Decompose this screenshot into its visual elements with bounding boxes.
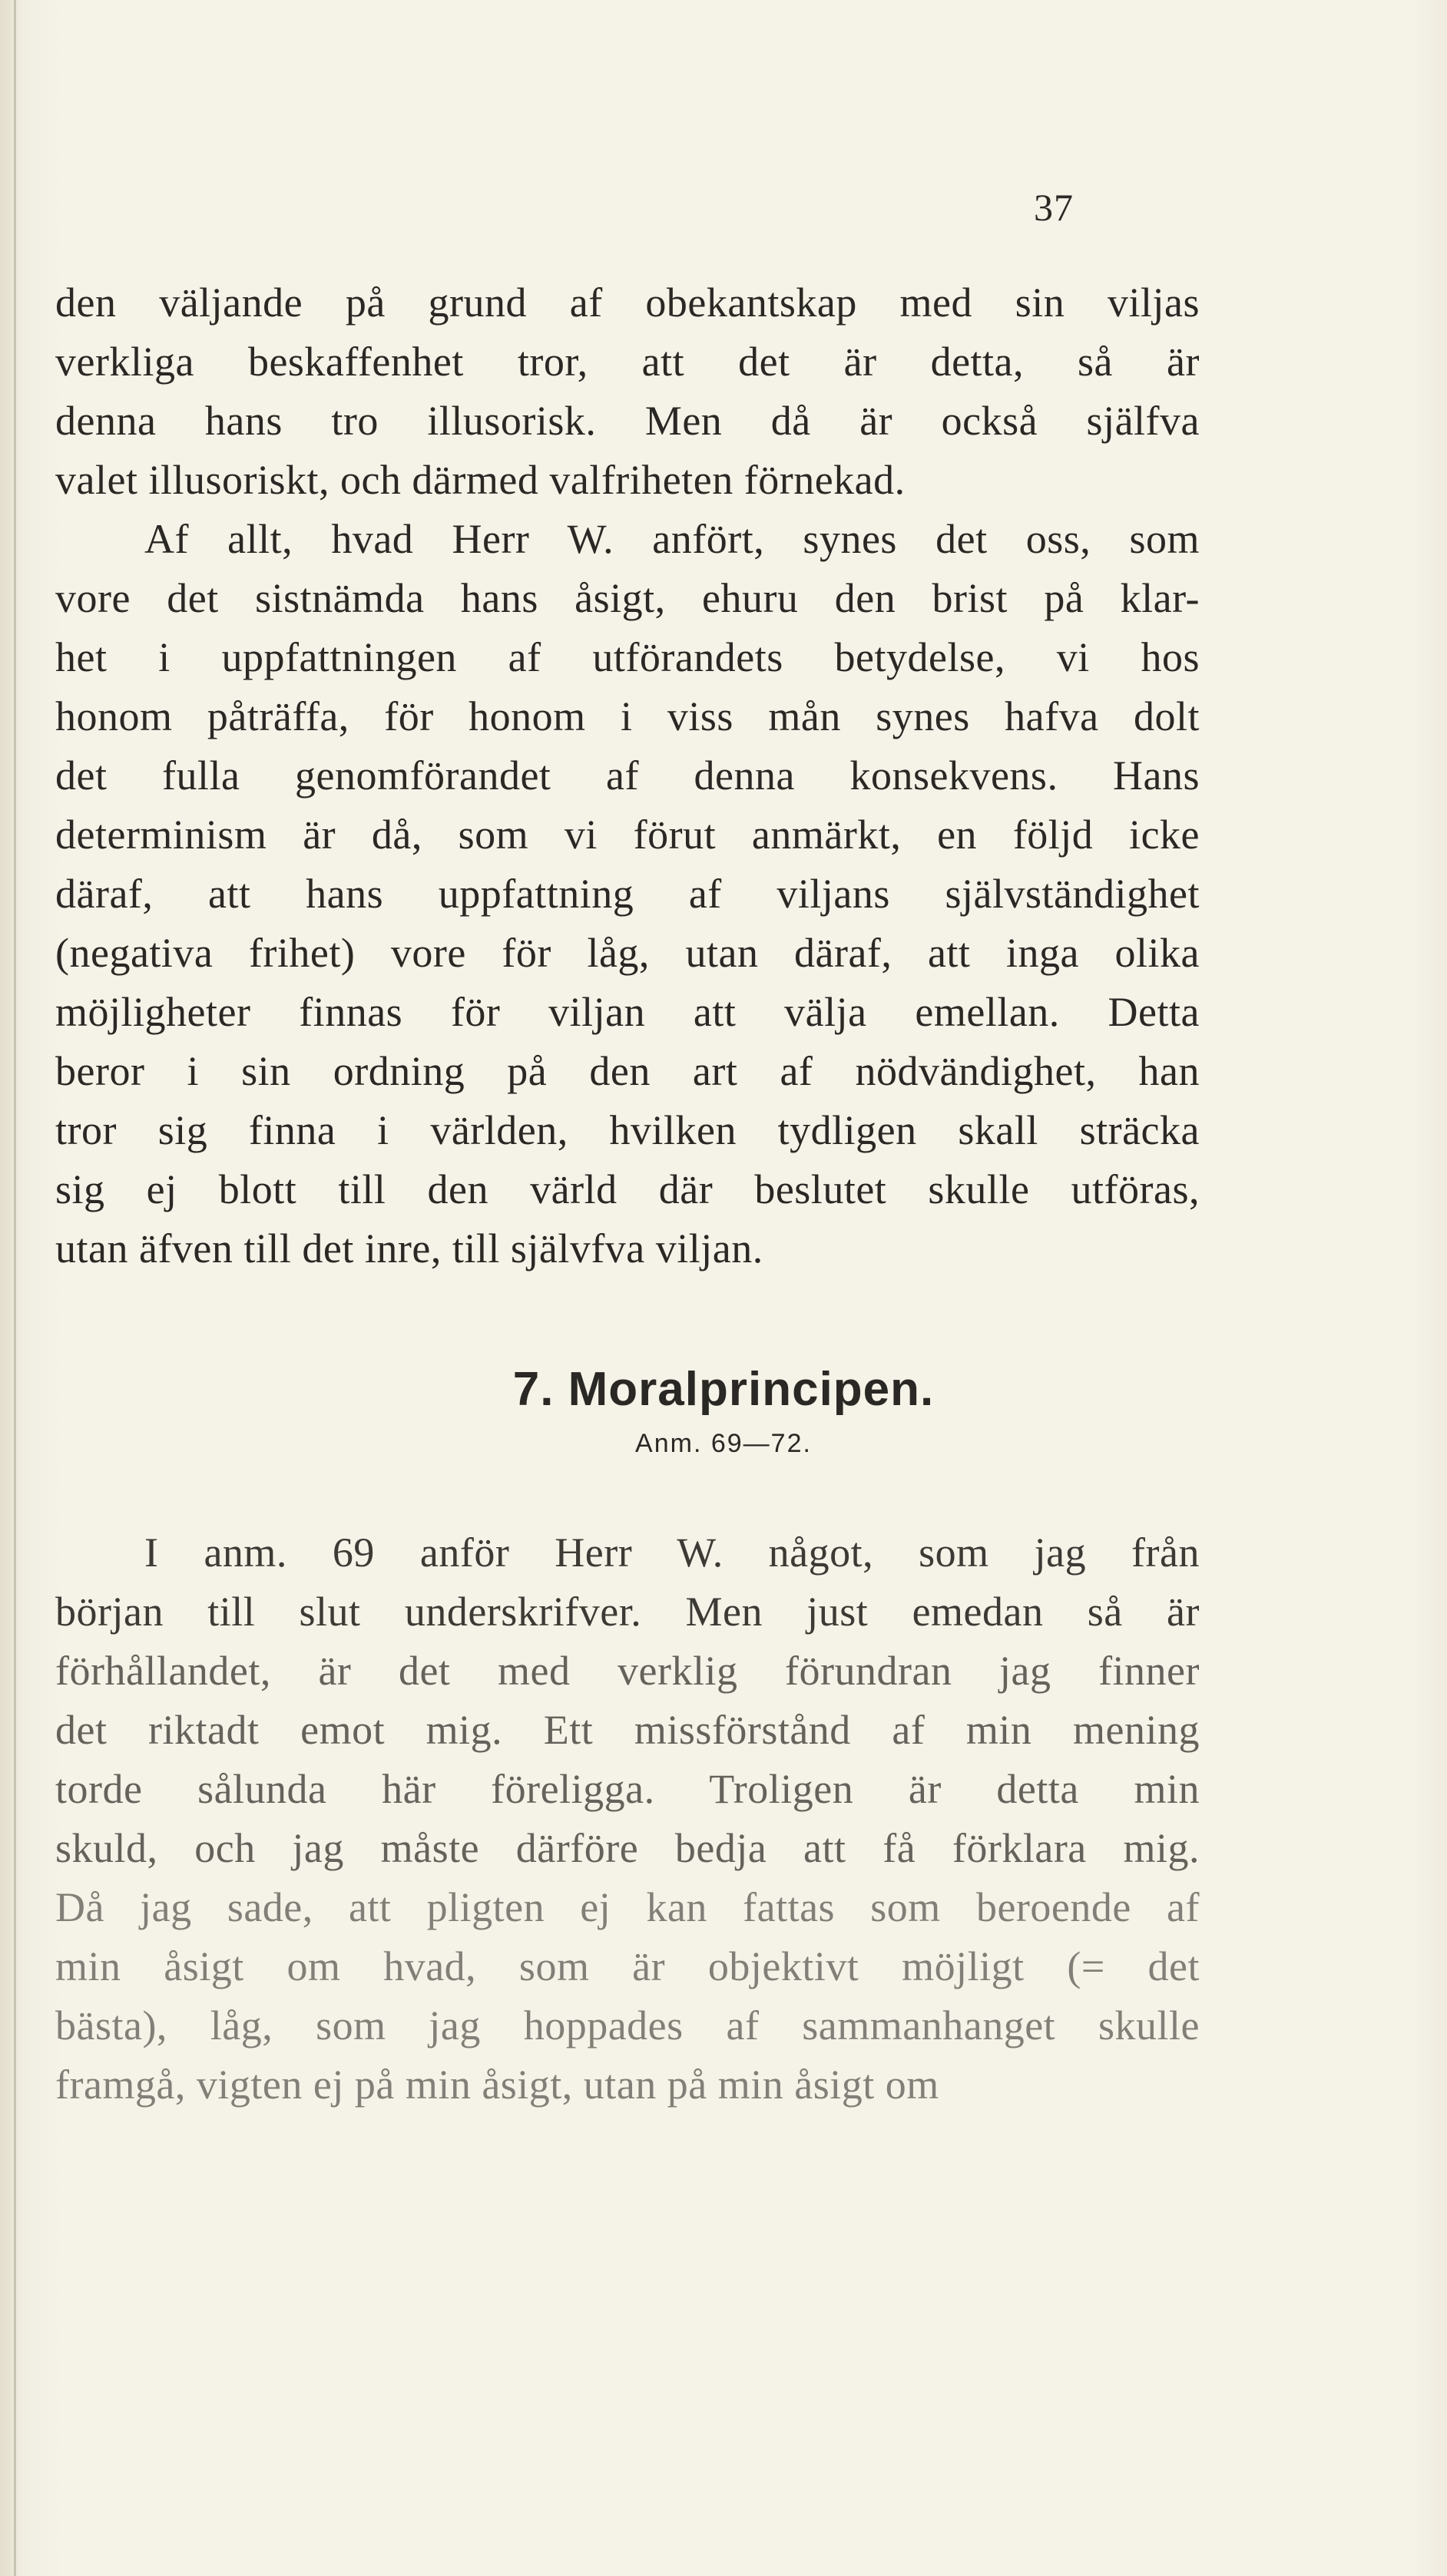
text-line: det riktadt emot mig. Ett missförstånd af min mening [55,1707,1200,1753]
text-line: I anm. 69 anför Herr W. något, som jag från [144,1529,1200,1576]
text-line: torde sålunda här föreligga. Troligen är detta min [55,1766,1200,1812]
text-line: tror sig finna i världen, hvilken tydligen skall sträcka [55,1107,1200,1153]
page-number: 37 [1034,186,1074,229]
text-line: determinism är då, som vi förut anmärkt, en följd icke [55,812,1200,858]
page-gutter [14,0,16,2576]
text-line: den väljande på grund af obekantskap med sin viljas [55,279,1200,326]
text-line: (negativa frihet) vore för låg, utan däraf, att inga olika [55,930,1200,976]
text-line: bästa), låg, som jag hoppades af sammanhanget skulle [55,2002,1200,2049]
text-line: skuld, och jag måste därföre bedja att få förklara mig. [55,1825,1200,1871]
text-line: vore det sistnämda hans åsigt, ehuru den brist på klar- [55,575,1200,621]
text-line: utan äfven till det inre, till självfva viljan. [55,1225,763,1271]
text-line: verkliga beskaffenhet tror, att det är detta, så är [55,339,1200,385]
section-annotation-reference: Anm. 69—72. [635,1429,812,1458]
text-line: het i uppfattningen af utförandets betydelse, vi hos [55,634,1200,680]
text-line: början till slut underskrifver. Men just emedan så är [55,1589,1200,1635]
text-line: däraf, att hans uppfattning af viljans självständighet [55,871,1200,917]
paragraph-determinism [55,510,1200,1278]
text-line: möjligheter finnas för viljan att välja emellan. Detta [55,989,1200,1035]
text-line: Då jag sade, att pligten ej kan fattas som beroende af [55,1884,1200,1930]
text-line: honom påträffa, för honom i viss mån synes hafva dolt [55,693,1200,739]
text-line: valet illusoriskt, och därmed valfriheten förnekad. [55,457,906,503]
section-heading: 7. Moralprincipen. [512,1363,935,1416]
text-line: beror i sin ordning på den art af nödvändighet, han [55,1048,1200,1094]
paragraph-moral-principle [55,1523,1200,2115]
paragraph-continued [55,273,1200,510]
text-line: det fulla genomförandet af denna konsekvens. Hans [55,752,1200,799]
text-line: förhållandet, är det med verklig förundran jag finner [55,1648,1200,1694]
text-line: min åsigt om hvad, som är objektivt möjligt (= det [55,1943,1200,1989]
text-line: denna hans tro illusorisk. Men då är också själfva [55,398,1200,444]
text-line: Af allt, hvad Herr W. anfört, synes det oss, som [144,516,1200,562]
text-line: framgå, vigten ej på min åsigt, utan på min åsigt om [55,2062,939,2108]
text-line: sig ej blott till den värld där beslutet skulle utföras, [55,1166,1200,1212]
